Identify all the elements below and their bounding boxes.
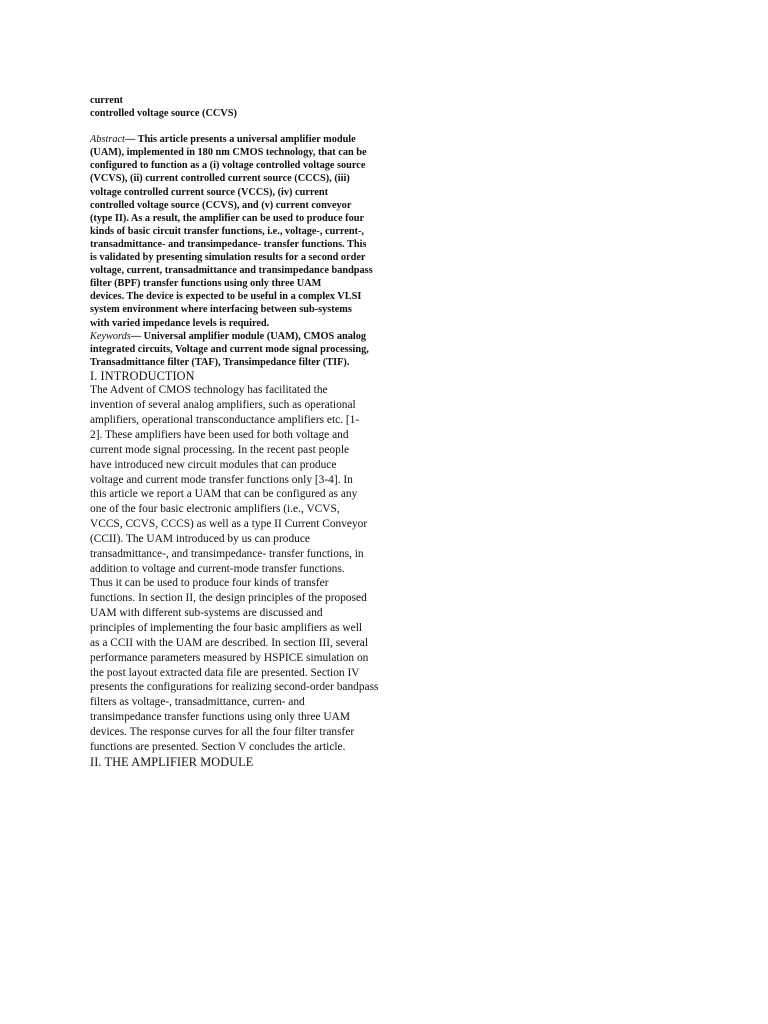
title-fragment-line-1: current — [90, 95, 123, 106]
title-fragment-line-2: controlled voltage source (CCVS) — [90, 108, 237, 120]
abstract-text: — This article presents a universal amplifier module (UAM), implemented in 180 nm CMOS technology, that can be configured to function as a (i) voltage controlled voltage source (VCVS), (ii) current controlled current source (CCCS), (iii) voltage controlled current source (VCCS), (iv) current controlled voltage source (CCVS), and (v) current conveyor (type II). As a result, the amplifier can be used to produce four kinds of basic circuit transfer functions, i.e., voltage-, current-, transadmittance- and transimpedance- transfer functions. This is validated by presenting simulation results for a second order voltage, current, transadmittance and transimpedance bandpass filter (BPF) transfer functions using only three UAM devices. The device is expected to be useful in a complex VLSI system environment where interfacing between sub-systems with varied impedance levels is required. — [90, 134, 373, 329]
keywords-paragraph — [90, 330, 420, 369]
abstract-label: Abstract — [90, 134, 125, 146]
section-heading-amplifier-module: II. THE AMPLIFIER MODULE — [90, 754, 254, 769]
abstract-paragraph — [90, 133, 420, 329]
introduction-body: The Advent of CMOS technology has facilitated the invention of several analog amplifiers, such as operational amplifiers, operational transconductance amplifiers etc. [1- 2]. These amplifiers have been used for both voltage and current mode signal processing. In the recent past people have introduced new circuit modules that can produce voltage and current mode transfer functions only [3-4]. In this article we report a UAM that can be configured as any one of the four basic electronic amplifiers (i.e., VCVS, VCCS, CCVS, CCCS) as well as a type II Current Conveyor (CCII). The UAM introduced by us can produce transadmittance-, and transimpedance- transfer functions, in addition to voltage and current-mode transfer functions. Thus it can be used to produce four kinds of transfer functions. In section II, the design principles of the proposed UAM with different sub-systems are discussed and principles of implementing the four basic amplifiers as well as a CCII with the UAM are described. In section III, several performance parameters measured by HSPICE simulation on the post layout extracted data file are presented. Section IV presents the configurations for realizing second-order bandpass filters as voltage-, transadmittance, curren- and transimpedance transfer functions using only three UAM devices. The response curves for all the four filter transfer functions are presented. Section V concludes the article. — [90, 384, 379, 753]
spacer — [90, 120, 420, 133]
keywords-text: — Universal amplifier module (UAM), CMOS analog integrated circuits, Voltage and current mode signal processing, Transadmittance filter (TAF), Transimpedance filter (TIF). — [90, 330, 369, 368]
keywords-label: Keywords — [90, 330, 131, 342]
document-page — [90, 94, 420, 769]
section-heading-introduction: I. INTRODUCTION — [90, 368, 195, 383]
